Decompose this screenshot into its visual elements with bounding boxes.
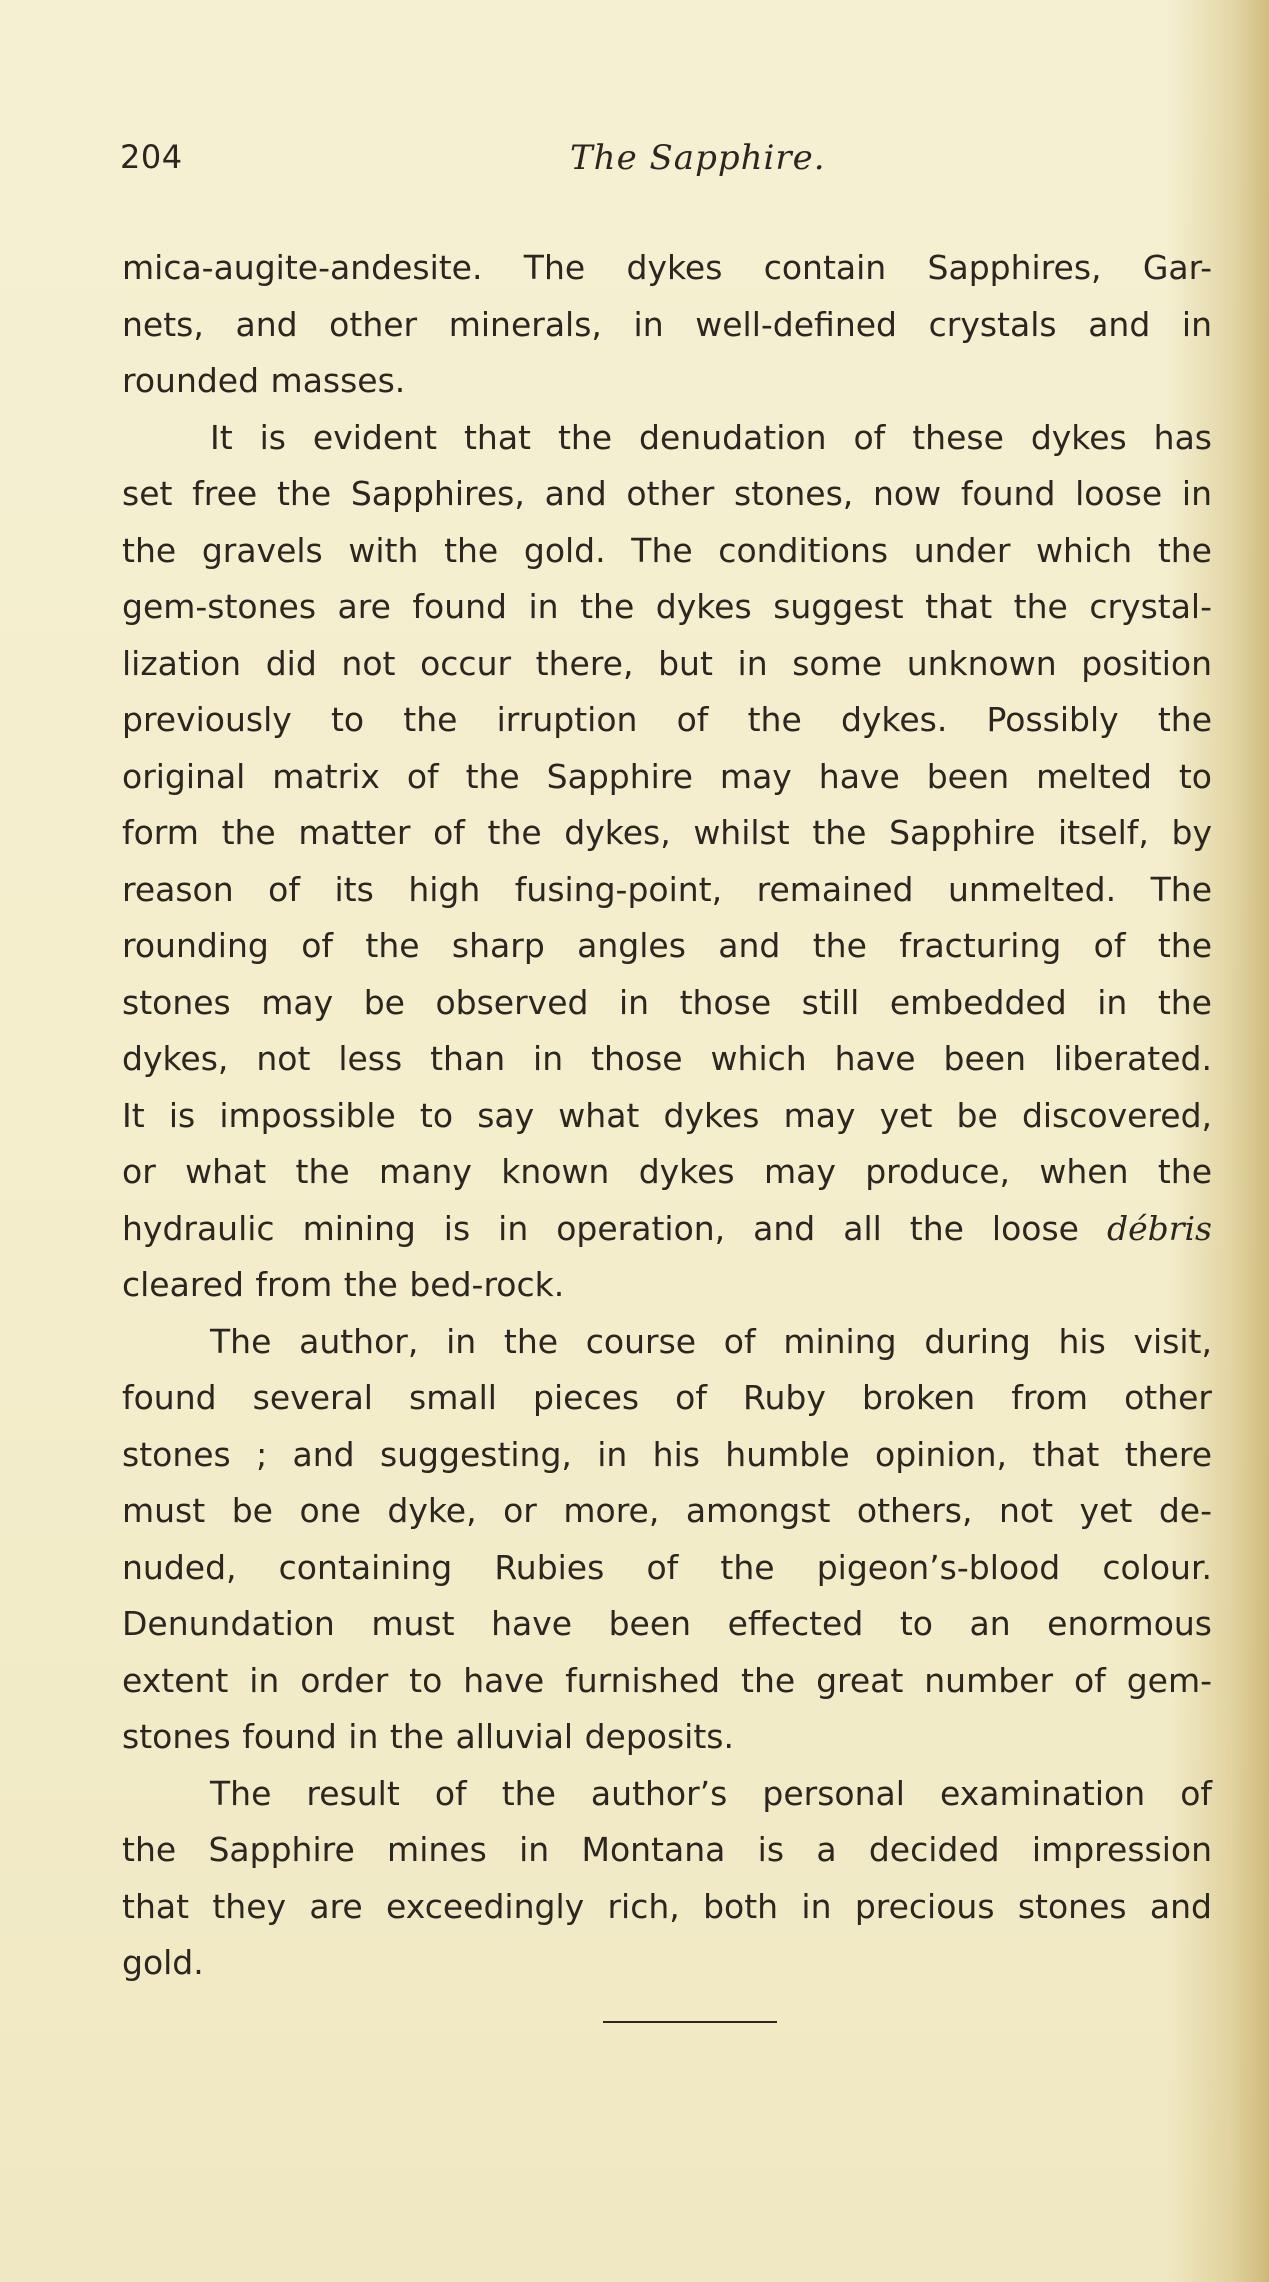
text-line: the Sapphire mines in Montana is a decided impression — [122, 1830, 1212, 1869]
text-line: stones ; and suggesting, in his humble opinion, that there — [122, 1434, 1212, 1474]
text-line: nets, and other minerals, in well-defined crystals and in — [122, 304, 1212, 344]
text-line: Denundation must have been effected to an enormous — [122, 1604, 1212, 1643]
text-line: previously to the irruption of the dykes. Possibly the — [122, 700, 1212, 739]
text-line-with-italic — [122, 1201, 1212, 1258]
text-line: that they are exceedingly rich, both in precious stones and — [122, 1886, 1212, 1926]
italic-word: débris — [1106, 1208, 1212, 1248]
text-line: gold. — [122, 1943, 204, 1982]
text-line: It is impossible to say what dykes may yet be discovered, — [122, 1095, 1212, 1135]
text-line: cleared from the bed-rock. — [122, 1265, 565, 1304]
page-number: 204 — [120, 138, 183, 176]
text-line: extent in order to have furnished the great number of gem- — [122, 1660, 1212, 1700]
running-title: The Sapphire. — [570, 138, 826, 178]
text-line: gem-stones are found in the dykes suggest that the crystal- — [122, 587, 1212, 626]
text-line: nuded, containing Rubies of the pigeon’s-blood colour. — [122, 1547, 1212, 1587]
text-line: or what the many known dykes may produce, when the — [122, 1152, 1212, 1191]
text-line: lization did not occur there, but in some unknown position — [122, 643, 1212, 683]
text-line: mica-augite-andesite. The dykes contain Sapphires, Gar- — [122, 248, 1212, 287]
body-text — [122, 240, 1212, 1992]
text-line: stones may be observed in those still embedded in the — [122, 982, 1212, 1022]
text-line: dykes, not less than in those which have been liberated. — [122, 1039, 1212, 1078]
section-end-rule — [603, 2021, 777, 2023]
text-line: found several small pieces of Ruby broken from other — [122, 1378, 1212, 1417]
text-line-start: hydraulic mining is in operation, and all the loose — [122, 1208, 1079, 1248]
text-line: stones found in the alluvial deposits. — [122, 1717, 734, 1756]
text-line: original matrix of the Sapphire may have been melted to — [122, 756, 1212, 796]
text-line: The result of the author’s personal examination of — [210, 1773, 1212, 1813]
text-line: the gravels with the gold. The conditions under which the — [122, 530, 1212, 570]
text-line: It is evident that the denudation of these dykes has — [210, 417, 1212, 457]
text-line: The author, in the course of mining during his visit, — [210, 1321, 1212, 1361]
text-line: reason of its high fusing-point, remained unmelted. The — [122, 869, 1212, 909]
running-head — [120, 138, 1210, 188]
text-line: must be one dyke, or more, amongst others, not yet de- — [122, 1491, 1212, 1530]
text-line: set free the Sapphires, and other stones, now found loose in — [122, 474, 1212, 513]
text-line: form the matter of the dykes, whilst the Sapphire itself, by — [122, 813, 1212, 852]
text-line: rounding of the sharp angles and the fracturing of the — [122, 926, 1212, 965]
text-line: rounded masses. — [122, 361, 406, 400]
